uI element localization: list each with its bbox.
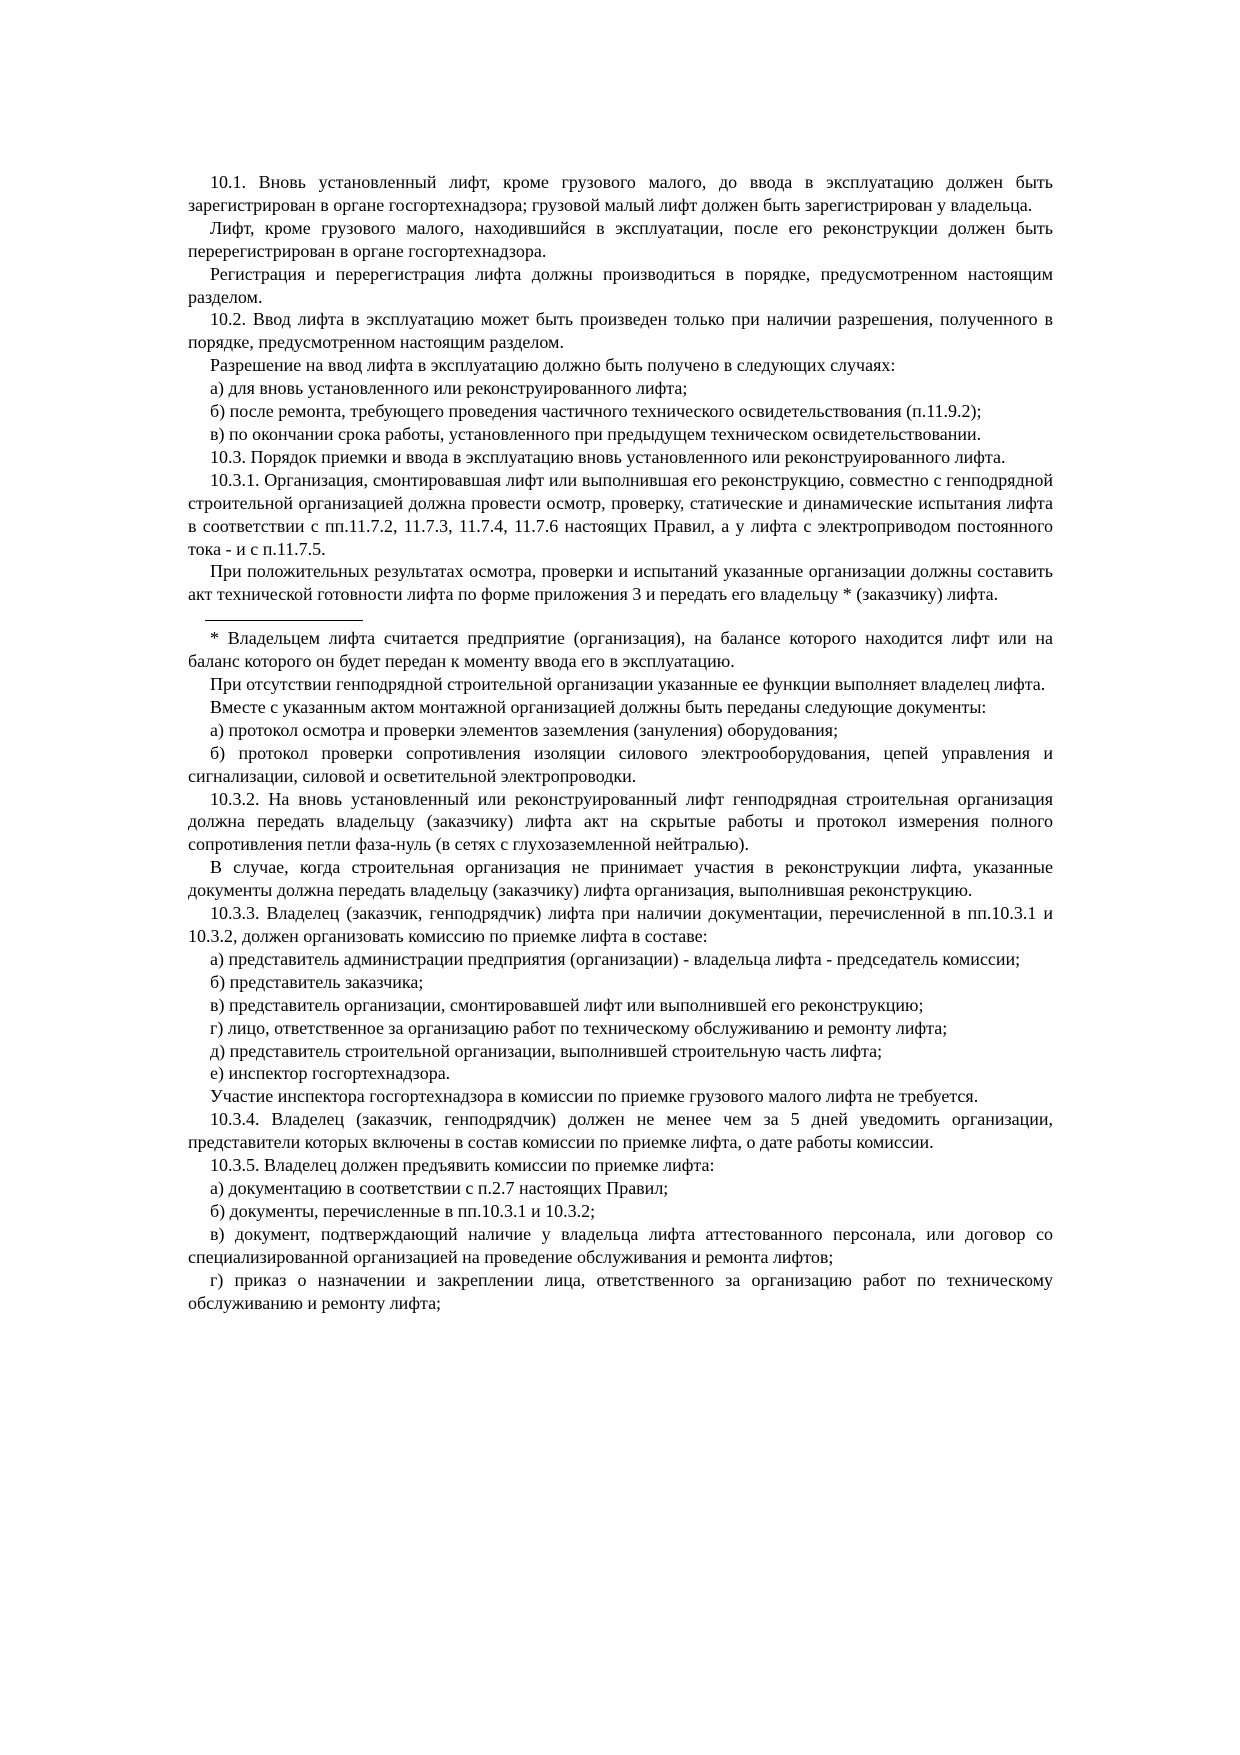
list-item-insulation-protocol: б) протокол проверки сопротивления изоляции силового электрооборудования, цепей управления и сигнализации, силовой и осветительной электропроводки.	[188, 742, 1053, 786]
list-item-v: в) по окончании срока работы, установленного при предыдущем техническом освидетельствовании.	[210, 423, 982, 444]
paragraph-positive-results: При положительных результатах осмотра, проверки и испытаний указанные организации должны составить акт технической готовности лифта по форме приложения 3 и передать его владельцу * (заказчику) лифта.	[188, 561, 1053, 605]
paragraph-10-3-3: 10.3.3. Владелец (заказчик, генподрядчик) лифта при наличии документации, перечисленной в пп.10.3.1 и 10.3.2, должен организовать комиссию по приемке лифта в составе:	[188, 903, 1053, 946]
presentation-item-b: б) документы, перечисленные в пп.10.3.1 и 10.3.2;	[210, 1200, 596, 1221]
presentation-item-v: в) документ, подтверждающий наличие у владельца лифта аттестованного персонала, или договор со специализированной организацией на проведение обслуживания и ремонта лифтов;	[188, 1223, 1053, 1267]
document-page	[188, 171, 1053, 1314]
list-item-b: б) после ремонта, требующего проведения частичного технического освидетельствования (п.11.9.2);	[210, 401, 982, 422]
paragraph-no-general-contractor: При отсутствии генподрядной строительной организации указанные ее функции выполняет владелец лифта.	[210, 674, 1046, 695]
paragraph-10-1: 10.1. Вновь установленный лифт, кроме грузового малого, до ввода в эксплуатацию должен быть зарегистрирован в органе госгортехнадзора; грузовой малый лифт должен быть зарегистрирован у владельца.	[188, 172, 1053, 215]
paragraph-reconstruction-case: В случае, когда строительная организация не принимает участия в реконструкции лифта, указанные документы должна передать владельцу (заказчику) лифта организация, выполнившая реконструкцию.	[188, 857, 1053, 901]
presentation-item-g: г) приказ о назначении и закреплении лица, ответственного за организацию работ по техническому обслуживанию и ремонту лифта;	[188, 1269, 1053, 1313]
commission-item-a: а) представитель администрации предприятия (организации) - владельца лифта - председатель комиссии;	[210, 948, 1021, 969]
list-item-grounding-protocol: а) протокол осмотра и проверки элементов заземления (зануления) оборудования;	[210, 719, 839, 740]
commission-item-v: в) представитель организации, смонтировавшей лифт или выполнившей его реконструкцию;	[210, 994, 924, 1015]
paragraph-10-3-1: 10.3.1. Организация, смонтировавшая лифт или выполнившая его реконструкцию, совместно с генподрядной строительной организацией должна провести осмотр, проверку, статические и динамические испытания лифта в соответствии с пп.11.7.2, 11.7.3, 11.7.4, 11.7.6 настоящих Правил, а у лифта с электроприводом постоянного тока - и с п.11.7.5.	[188, 469, 1053, 559]
paragraph-10-3-5: 10.3.5. Владелец должен предъявить комиссии по приемке лифта:	[210, 1155, 715, 1176]
paragraph-10-3-4: 10.3.4. Владелец (заказчик, генподрядчик) должен не менее чем за 5 дней уведомить организации, представители которых включены в состав комиссии по приемке лифта, о дате работы комиссии.	[188, 1109, 1053, 1153]
presentation-item-a: а) документацию в соответствии с п.2.7 настоящих Правил;	[210, 1177, 669, 1198]
paragraph-documents-transfer: Вместе с указанным актом монтажной организацией должны быть переданы следующие документы:	[210, 696, 987, 717]
list-item-a: а) для вновь установленного или реконструированного лифта;	[210, 378, 688, 399]
commission-item-e: е) инспектор госгортехнадзора.	[210, 1063, 451, 1084]
paragraph-reregistration: Лифт, кроме грузового малого, находившийся в эксплуатации, после его реконструкции должен быть перерегистрирован в органе госгортехнадзора.	[188, 217, 1053, 261]
paragraph-10-3-2: 10.3.2. На вновь установленный или реконструированный лифт генподрядная строительная организация должна передать владельцу (заказчику) лифта акт на скрытые работы и протокол измерения полного сопротивления петли фаза-нуль (в сетях с глухозаземленной нейтралью).	[188, 788, 1053, 855]
commission-item-g: г) лицо, ответственное за организацию работ по техническому обслуживанию и ремонту лифта;	[210, 1017, 948, 1038]
commission-item-b: б) представитель заказчика;	[210, 971, 424, 992]
footnote-separator	[205, 620, 363, 621]
paragraph-registration-order: Регистрация и перерегистрация лифта должны производиться в порядке, предусмотренном настоящим разделом.	[188, 263, 1053, 307]
paragraph-permission-cases: Разрешение на ввод лифта в эксплуатацию должно быть получено в следующих случаях:	[210, 355, 896, 376]
footnote-owner: * Владельцем лифта считается предприятие (организация), на балансе которого находится лифт или на баланс которого он будет передан к моменту ввода его в эксплуатацию.	[188, 628, 1053, 672]
paragraph-10-2: 10.2. Ввод лифта в эксплуатацию может быть произведен только при наличии разрешения, полученного в порядке, предусмотренном настоящим разделом.	[188, 309, 1053, 353]
paragraph-10-3: 10.3. Порядок приемки и ввода в эксплуатацию вновь установленного или реконструированного лифта.	[210, 446, 1006, 467]
commission-item-d: д) представитель строительной организации, выполнившей строительную часть лифта;	[210, 1040, 883, 1061]
paragraph-inspector-participation: Участие инспектора госгортехнадзора в комиссии по приемке грузового малого лифта не требуется.	[210, 1086, 979, 1107]
